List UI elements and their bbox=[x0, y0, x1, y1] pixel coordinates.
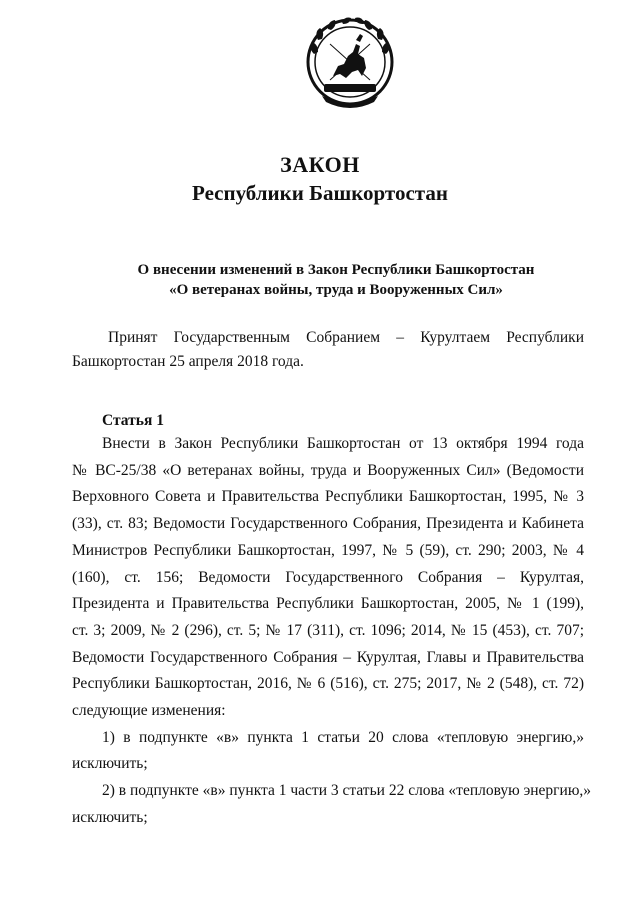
article-line: Ведомости Государственного Собрания – Курултая, Главы и Правительства bbox=[72, 648, 584, 666]
article-paragraph bbox=[72, 431, 584, 725]
article-line: Внести в Закон Республики Башкортостан от 13 октября 1994 года bbox=[102, 435, 584, 452]
coat-of-arms-icon bbox=[300, 14, 400, 114]
amendment-item-1-line-2: исключить; bbox=[72, 755, 148, 773]
article-line: Президента и Правительства Республики Башкортостан, 2005, № 1 (199), bbox=[72, 595, 584, 613]
article-line: следующие изменения: bbox=[72, 702, 226, 720]
article-line: № ВС-25/38 «О ветеранах войны, труда и Вооруженных Сил» (Ведомости bbox=[72, 461, 584, 479]
amendment-item-2-line-2: исключить; bbox=[72, 808, 148, 826]
amendment-item-2 bbox=[72, 778, 592, 831]
law-subject-line-2: «О ветеранах войны, труда и Вооруженных Сил» bbox=[169, 282, 503, 298]
amendment-item-2-line-1: 2) в подпункте «в» пункта 1 части 3 статьи 22 слова «тепловую энергию,» bbox=[102, 782, 592, 800]
adoption-statement bbox=[72, 326, 584, 374]
amendment-item-1 bbox=[72, 725, 584, 778]
adoption-line-2: Башкортостан 25 апреля 2018 года. bbox=[72, 353, 304, 370]
document-subtitle: Республики Башкортостан bbox=[192, 181, 448, 205]
law-subject-line-1: О внесении изменений в Закон Республики Башкортостан bbox=[137, 262, 535, 278]
article-body bbox=[72, 431, 592, 832]
article-line: Республики Башкортостан, 2016, № 6 (516), ст. 275; 2017, № 2 (548), ст. 72) bbox=[72, 675, 584, 693]
article-line: Верховного Совета и Правительства Республики Башкортостан, 1995, № 3 bbox=[72, 488, 584, 506]
amendment-item-1-line-1: 1) в подпункте «в» пункта 1 статьи 20 слова «тепловую энергию,» bbox=[102, 728, 584, 746]
article-line: (160), ст. 156; Ведомости Государственного Собрания – Курултая, bbox=[72, 568, 584, 586]
article-line: Министров Республики Башкортостан, 1997, № 5 (59), ст. 290; 2003, № 4 bbox=[72, 541, 584, 559]
adoption-line-1: Принят Государственным Собранием – Курултаем Республики bbox=[108, 329, 584, 346]
article-line: (33), ст. 83; Ведомости Государственного Собрания, Президента и Кабинета bbox=[72, 515, 584, 533]
article-heading: Статья 1 bbox=[102, 412, 164, 429]
article-line: ст. 3; 2009, № 2 (296), ст. 5; № 17 (311), ст. 1096; 2014, № 15 (453), ст. 707; bbox=[72, 621, 584, 639]
document-title: ЗАКОН bbox=[280, 152, 360, 177]
